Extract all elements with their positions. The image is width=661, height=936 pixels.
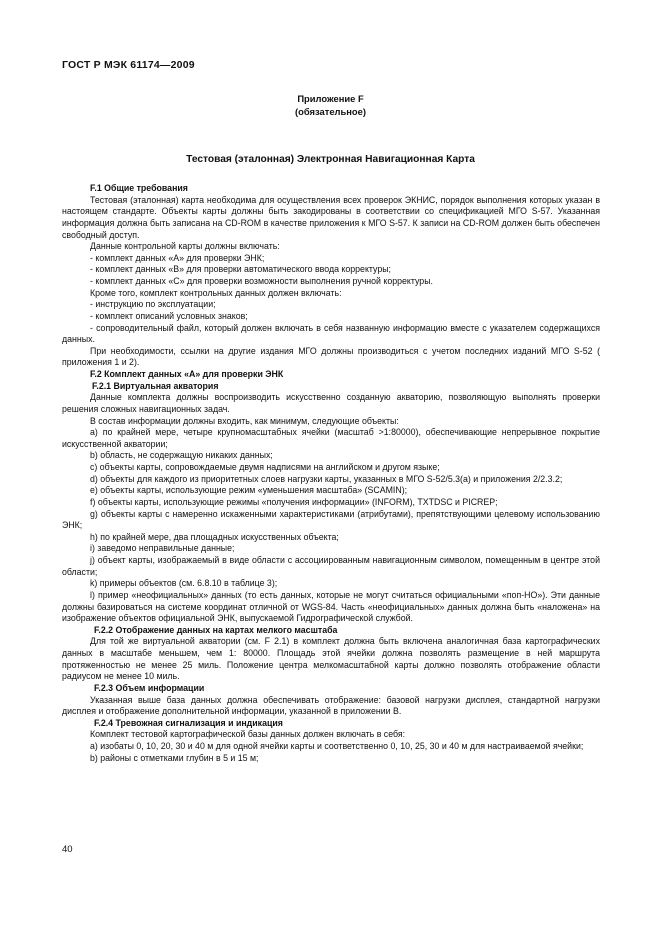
paragraph: Тестовая (эталонная) карта необходима для осуществления всех проверок ЭКНИС, порядок выполнения которых указан в настоящем стандарте. Объекты карты должны быть закодированы в соответствии со спецификацией МГО S-57. Указанная информация должна быть записана на CD-ROM в качестве приложения к МГО S-57. К записи на CD-ROM должен быть обеспечен свободный доступ.	[62, 194, 600, 240]
paragraph: Для той же виртуальной акватории (см. F 2.1) в комплект должна быть включена аналогичная база картографических данных в масштабе меньшем, чем 1: 80000. Площадь этой ячейки должна позволять размещение в ней маршрута протяженностью не менее 25 миль. Положение центра мелкомасштабной карты должно позволять отображение области радиусом не менее 10 миль.	[62, 636, 600, 682]
paragraph: - комплект данных «С» для проверки возможности выполнения ручной корректуры.	[90, 276, 433, 286]
paragraph: k) примеры объектов (см. 6.8.10 в таблице 3);	[90, 578, 278, 589]
paragraph: с) объекты карты, сопровождаемые двумя надписями на английском и другом языке;	[90, 462, 440, 472]
paragraph: g) объекты карты с намеренно искаженными характеристиками (атрибутами), препятствующими целевому использованию ЭНК;	[62, 508, 600, 531]
paragraph: - сопроводительный файл, который должен включать в себя названную информацию вместе с указателем содержащихся данных.	[62, 322, 600, 345]
standard-header: ГОСТ Р МЭК 61174—2009	[62, 59, 195, 71]
section-heading: F.2 Комплект данных «А» для проверки ЭНК	[90, 369, 284, 379]
paragraph: - комплект данных «А» для проверки ЭНК;	[90, 252, 265, 263]
section-heading: F.2.1 Виртуальная акватория	[92, 380, 219, 391]
paragraph: b) область, не содержащую никаких данных;	[90, 450, 273, 461]
paragraph: - комплект данных «В» для проверки автоматического ввода корректуры;	[90, 264, 391, 275]
paragraph: Данные контрольной карты должны включать:	[90, 241, 280, 252]
paragraph: h) по крайней мере, два площадных искусственных объекта;	[90, 531, 339, 542]
paragraph: е) объекты карты, использующие режим «уменьшения масштаба» (SCAMIN);	[90, 485, 408, 496]
appendix-status: (обязательное)	[295, 106, 366, 117]
paragraph: Указанная выше база данных должна обеспечивать отображение: базовой нагрузки дисплея, стандартной нагрузки дисплея и отображение дополнительной информации, указанной в приложении В.	[62, 694, 600, 717]
paragraph: В состав информации должны входить, как минимум, следующие объекты:	[90, 415, 399, 426]
paragraph: f) объекты карты, использующие режимы «получения информации» (INFORM), TXTDSC и PICREP;	[90, 496, 498, 507]
section-heading: F.2.4 Тревожная сигнализация и индикация	[94, 717, 283, 728]
paragraph: Данные комплекта должны воспроизводить искусственно созданную акваторию, позволяющую выполнять проверки решения сложных навигационных задач.	[62, 392, 600, 414]
paragraph: Комплект тестовой картографической базы данных должен включать в себя:	[90, 729, 406, 740]
document-body	[62, 183, 600, 764]
paragraph: b) районы с отметками глубин в 5 и 15 м;	[90, 752, 259, 763]
paragraph: Кроме того, комплект контрольных данных должен включать:	[90, 287, 342, 298]
paragraph: а) изобаты 0, 10, 20, 30 и 40 м для одной ячейки карты и соответственно 0, 10, 25, 30 и 40 м для настраиваемой ячейки;	[90, 741, 584, 751]
page-number: 40	[62, 844, 73, 855]
section-heading: F.2.3 Объем информации	[94, 682, 205, 693]
document-title: Тестовая (эталонная) Электронная Навигационная Карта	[186, 154, 475, 165]
section-heading: F.1 Общие требования	[90, 183, 188, 193]
paragraph: - инструкцию по эксплуатации;	[90, 299, 216, 310]
paragraph: j) объект карты, изображаемый в виде области с ассоциированным навигационным символом, помещенным в центре этой области;	[62, 555, 600, 577]
paragraph: d) объекты для каждого из приоритетных слоев нагрузки карты, указанных в МГО S-52/5.3(а) и приложения 2/2.3.2;	[90, 473, 563, 484]
paragraph: При необходимости, ссылки на другие издания МГО должны производиться с учетом последних изданий МГО S-52 ( приложения 1 и 2).	[62, 345, 600, 368]
paragraph: - комплект описаний условных знаков;	[90, 310, 248, 321]
paragraph: i) заведомо неправильные данные;	[90, 543, 235, 554]
section-heading: F.2.2 Отображение данных на картах мелкого масштаба	[94, 624, 338, 635]
paragraph: l) пример «неофициальных» данных (то есть данных, которые не могут считаться официальными «поп-НО»). Эти данные должны базироваться на системе координат отличной от WGS-84. Часть «неофициальных» данных должна быть «наложена» на изображение объектов официальной ЭНК, выпускаемой Гидрографической службой.	[62, 589, 600, 624]
paragraph: а) по крайней мере, четыре крупномасштабных ячейки (масштаб >1:80000), обеспечивающие непрерывное покрытие искусственной акватории;	[62, 427, 600, 449]
appendix-title: Приложение F	[297, 93, 364, 104]
